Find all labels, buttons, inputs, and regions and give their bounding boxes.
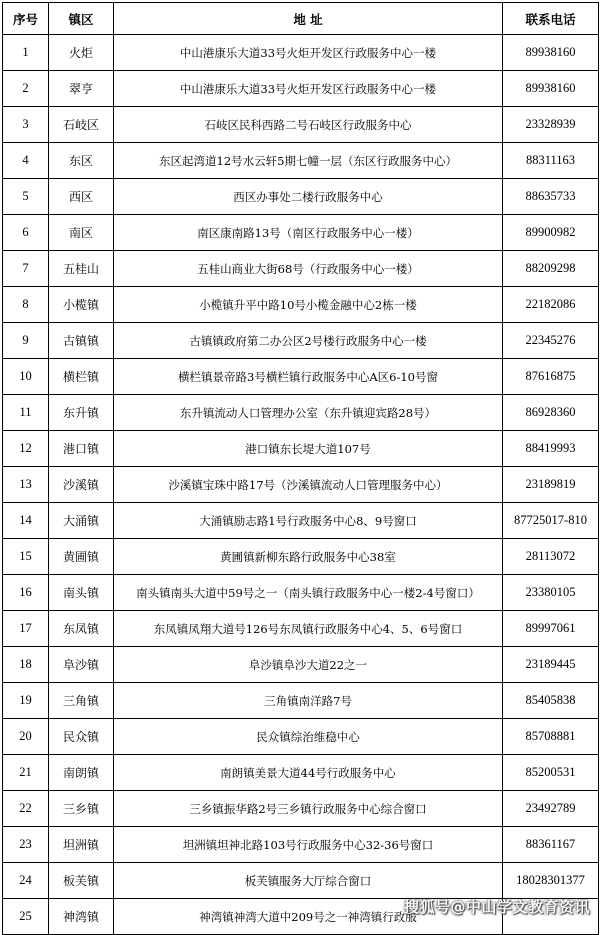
row-district: 港口镇 [49,431,114,467]
row-phone: 22345276 [503,323,599,359]
row-phone: 23328939 [503,107,599,143]
row-district: 翠亨 [49,71,114,107]
row-phone: 88209298 [503,251,599,287]
table-body [3,35,599,935]
row-phone: 23380105 [503,575,599,611]
row-address: 古镇镇政府第二办公区2号楼行政服务中心一楼 [114,323,503,359]
row-address: 中山港康乐大道33号火炬开发区行政服务中心一楼 [114,35,503,71]
row-district: 小榄镇 [49,287,114,323]
row-address: 阜沙镇阜沙大道22之一 [114,647,503,683]
table-row [3,431,599,467]
row-phone: 86928360 [503,395,599,431]
row-index: 6 [3,215,49,251]
row-index: 5 [3,179,49,215]
table-row [3,755,599,791]
row-index: 11 [3,395,49,431]
header-row [3,3,599,35]
row-index: 3 [3,107,49,143]
table-row [3,827,599,863]
row-index: 16 [3,575,49,611]
table-row [3,611,599,647]
table-row [3,143,599,179]
row-address: 南头镇南头大道中59号之一（南头镇行政服务中心一楼2-4号窗口） [114,575,503,611]
row-district: 南区 [49,215,114,251]
row-district: 黄圃镇 [49,539,114,575]
row-index: 22 [3,791,49,827]
row-index: 20 [3,719,49,755]
table-row [3,107,599,143]
header-phone: 联系电话 [503,3,599,35]
row-address: 坦洲镇坦神北路103号行政服务中心32-36号窗口 [114,827,503,863]
row-phone: 89938160 [503,71,599,107]
row-address: 港口镇东长堤大道107号 [114,431,503,467]
row-phone: 28113072 [503,539,599,575]
table-row [3,71,599,107]
table-row [3,179,599,215]
row-address: 横栏镇景帝路3号横栏镇行政服务中心A区6-10号窗 [114,359,503,395]
row-district: 南朗镇 [49,755,114,791]
row-index: 15 [3,539,49,575]
table-row [3,215,599,251]
row-phone: 88635733 [503,179,599,215]
table-row [3,791,599,827]
row-district: 沙溪镇 [49,467,114,503]
row-index: 4 [3,143,49,179]
header-address: 地 址 [114,3,503,35]
row-district: 民众镇 [49,719,114,755]
row-index: 21 [3,755,49,791]
row-phone: 85708881 [503,719,599,755]
row-phone: 85405838 [503,683,599,719]
row-index: 13 [3,467,49,503]
table-row [3,719,599,755]
row-district: 横栏镇 [49,359,114,395]
row-address: 沙溪镇宝珠中路17号（沙溪镇流动人口管理服务中心） [114,467,503,503]
table-row [3,467,599,503]
row-district: 三角镇 [49,683,114,719]
row-phone: 23492789 [503,791,599,827]
table-row [3,539,599,575]
row-address: 南区康南路13号（南区行政服务中心一楼） [114,215,503,251]
row-district: 板芙镇 [49,863,114,899]
row-address: 小榄镇升平中路10号小榄金融中心2栋一楼 [114,287,503,323]
row-address: 三角镇南洋路7号 [114,683,503,719]
row-phone: 18028301377 [503,863,599,899]
row-district: 阜沙镇 [49,647,114,683]
row-index: 1 [3,35,49,71]
row-phone: 88419993 [503,431,599,467]
row-address: 板芙镇服务大厅综合窗口 [114,863,503,899]
row-phone: 22182086 [503,287,599,323]
row-district: 石岐区 [49,107,114,143]
row-phone: 85200531 [503,755,599,791]
row-address: 东凤镇凤翔大道号126号东凤镇行政服务中心4、5、6号窗口 [114,611,503,647]
row-phone: 87725017-810 [503,503,599,539]
row-district: 火炬 [49,35,114,71]
row-address: 黄圃镇新柳东路行政服务中心38室 [114,539,503,575]
row-index: 2 [3,71,49,107]
table-row [3,683,599,719]
row-index: 24 [3,863,49,899]
row-district: 五桂山 [49,251,114,287]
row-district: 坦洲镇 [49,827,114,863]
watermark: 搜狐号@中山学文教育资讯 [403,898,590,916]
row-address: 民众镇综治维稳中心 [114,719,503,755]
row-address: 三乡镇振华路2号三乡镇行政服务中心综合窗口 [114,791,503,827]
row-address: 中山港康乐大道33号火炬开发区行政服务中心一楼 [114,71,503,107]
row-phone: 88361167 [503,827,599,863]
row-address: 石岐区民科西路二号石岐区行政服务中心 [114,107,503,143]
table-row [3,359,599,395]
row-district: 南头镇 [49,575,114,611]
row-district: 三乡镇 [49,791,114,827]
row-phone: 89938160 [503,35,599,71]
table-row [3,323,599,359]
table-row [3,35,599,71]
row-phone: 23189445 [503,647,599,683]
row-district: 东区 [49,143,114,179]
row-phone: 89997061 [503,611,599,647]
row-district: 西区 [49,179,114,215]
row-district: 东升镇 [49,395,114,431]
row-index: 9 [3,323,49,359]
row-address: 神湾镇神湾大道中209号之一神湾镇行政服 [114,899,503,935]
row-phone: 88311163 [503,143,599,179]
row-phone: 87616875 [503,359,599,395]
row-district: 大涌镇 [49,503,114,539]
row-district: 神湾镇 [49,899,114,935]
row-address: 西区办事处二楼行政服务中心 [114,179,503,215]
table-row [3,251,599,287]
row-address: 东区起湾道12号水云轩5期七幢一层（东区行政服务中心） [114,143,503,179]
row-index: 7 [3,251,49,287]
row-index: 18 [3,647,49,683]
contact-table [2,2,599,935]
row-index: 25 [3,899,49,935]
table-row [3,395,599,431]
table-row [3,503,599,539]
row-index: 10 [3,359,49,395]
row-index: 12 [3,431,49,467]
row-address: 南朗镇美景大道44号行政服务中心 [114,755,503,791]
table-row [3,647,599,683]
row-district: 东凤镇 [49,611,114,647]
row-address: 大涌镇励志路1号行政服务中心8、9号窗口 [114,503,503,539]
row-index: 17 [3,611,49,647]
row-index: 14 [3,503,49,539]
row-index: 8 [3,287,49,323]
header-district: 镇区 [49,3,114,35]
row-index: 23 [3,827,49,863]
table-row [3,863,599,899]
row-address: 五桂山商业大街68号（行政服务中心一楼） [114,251,503,287]
row-index: 19 [3,683,49,719]
row-address: 东升镇流动人口管理办公室（东升镇迎宾路28号） [114,395,503,431]
row-phone: 89900982 [503,215,599,251]
table-row [3,287,599,323]
header-index: 序号 [3,3,49,35]
row-phone: 23189819 [503,467,599,503]
row-district: 古镇镇 [49,323,114,359]
table-row [3,575,599,611]
